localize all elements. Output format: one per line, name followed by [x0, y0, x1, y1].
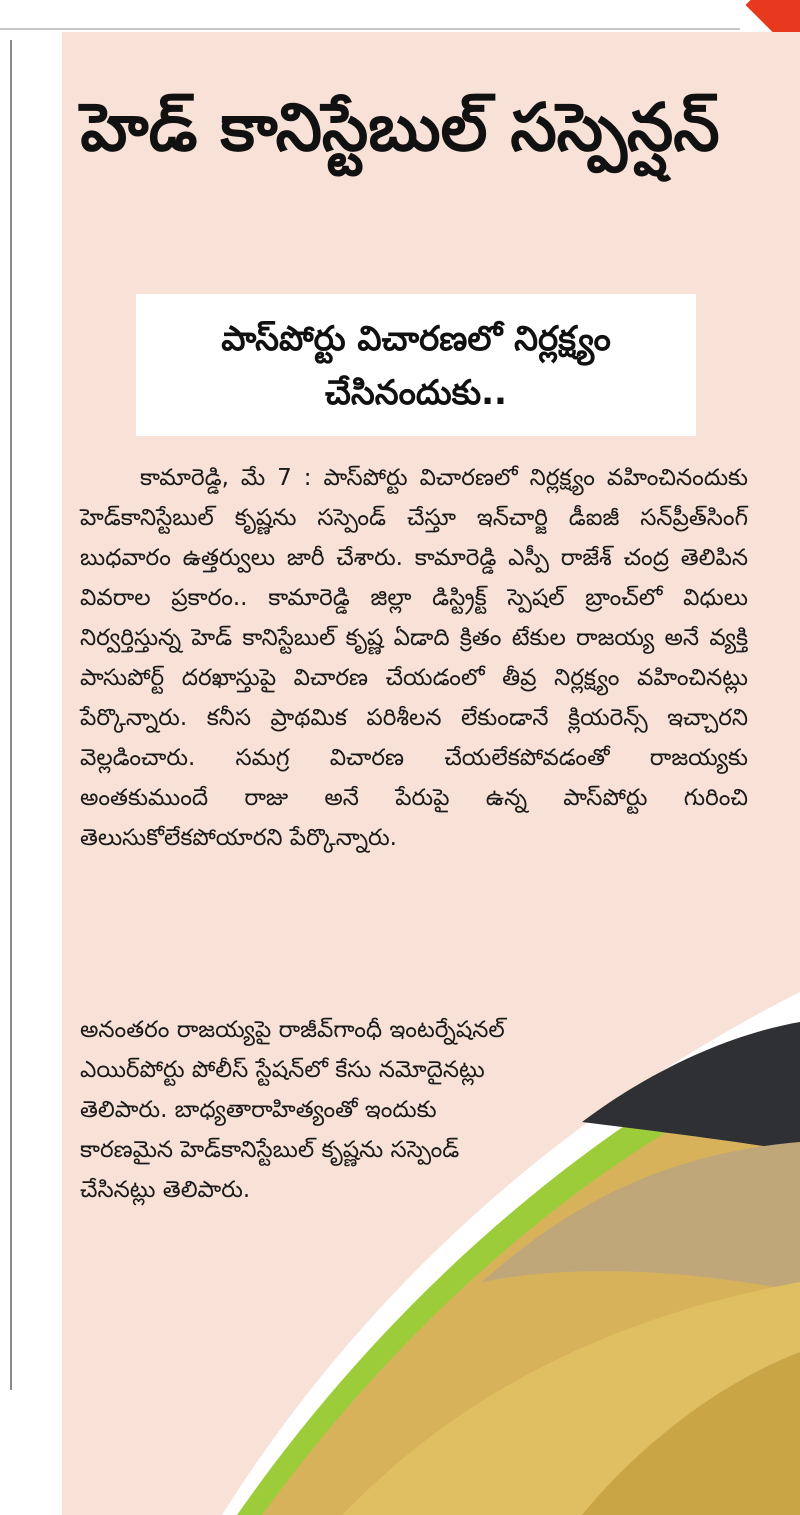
subheadline-box — [136, 294, 696, 436]
headline: హెడ్ కానిస్టేబుల్ సస్పెన్షన్ — [80, 89, 720, 166]
news-article — [62, 32, 800, 1515]
article-body-continued — [80, 1010, 510, 1210]
top-divider — [0, 28, 740, 30]
article-body — [80, 458, 748, 858]
body-paragraph: కామారెడ్డి, మే 7 : పాస్‌పోర్టు విచారణలో నిర్లక్ష్యం వహించినందుకు హెడ్‌కానిస్టేబుల్ కృష్ణను సస్పెండ్ చేస్తూ ఇన్‌చార్జి డీఐజీ సన్‌ప్రీత్‌సింగ్ బుధవారం ఉత్తర్వులు జారీ చేశారు. కామారెడ్డి ఎస్పీ రాజేశ్ చంద్ర తెలిపిన వివరాల ప్రకారం.. కామారెడ్డి జిల్లా డిస్ట్రిక్ట్ స్పెషల్ బ్రాంచ్‌లో విధులు నిర్వర్తిస్తున్న హెడ్ కానిస్టేబుల్ కృష్ణ ఏడాది క్రితం టేకుల రాజయ్య అనే వ్యక్తి పాసుపోర్ట్ దరఖాస్తుపై విచారణ చేయడంలో తీవ్ర నిర్లక్ష్యం వహించినట్లు పేర్కొన్నారు. కనీస ప్రాథమిక పరిశీలన లేకుండానే క్లియరెన్స్ ఇచ్చారని వెల్లడించారు. సమగ్ర విచారణ చేయలేకపోవడంతో రాజయ్యకు అంతకుముందే రాజు అనే పేరుపై ఉన్న పాస్‌పోర్టు గురించి తెలుసుకోలేకపోయారని పేర్కొన్నారు. — [80, 465, 748, 851]
subheadline: పాస్‌పోర్టు విచారణలో నిర్లక్ష్యం చేసినందుకు.. — [221, 319, 611, 413]
column-divider — [10, 40, 12, 1390]
body-paragraph-continued: అనంతరం రాజయ్యపై రాజీవ్‌గాంధీ ఇంటర్నేషనల్ ఎయిర్‌పోర్టు పోలీస్ స్టేషన్‌లో కేసు నమోదైనట్లు తెలిపారు. బాధ్యతారాహిత్యంతో ఇందుకు కారణమైన హెడ్‌కానిస్టేబుల్ కృష్ణను సస్పెండ్ చేసినట్లు తెలిపారు. — [80, 1017, 505, 1203]
